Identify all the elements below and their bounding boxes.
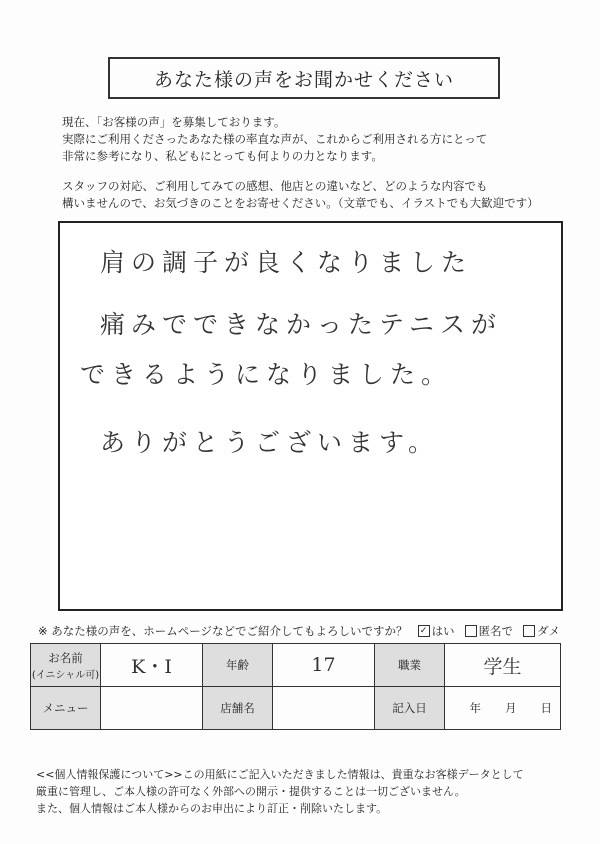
consent-option-no[interactable]: ダメ (523, 623, 560, 639)
menu-field[interactable] (101, 687, 203, 730)
checkbox-icon[interactable] (523, 625, 535, 637)
job-value: 学生 (483, 655, 522, 678)
intro-line: スタッフの対応、ご利用してみての感想、他店との違いなど、どのような内容でも (62, 179, 488, 193)
intro-text (62, 114, 582, 212)
handwritten-line: ありがとうございます。 (100, 428, 440, 457)
date-year-label: 年 (469, 701, 481, 715)
store-label: 店舗名 (203, 687, 273, 730)
consent-option-anonymous[interactable]: 匿名で (465, 623, 514, 639)
handwritten-line: 肩の調子が良くなりました (100, 248, 473, 277)
age-field[interactable] (273, 644, 375, 687)
age-value: 17 (311, 654, 336, 676)
form-title-box (108, 57, 500, 99)
job-field[interactable] (445, 644, 561, 687)
comment-box[interactable] (58, 221, 563, 611)
name-label: お名前 (48, 650, 83, 665)
privacy-line: また、個人情報はご本人様からのお申出により訂正・削除いたします。 (36, 802, 388, 815)
name-label-cell (31, 644, 101, 687)
privacy-line: 厳重に管理し、ご本人様の許可なく外部への開示・提供することは一切ございません。 (36, 785, 466, 798)
info-table (30, 643, 561, 730)
checkbox-checked-icon[interactable]: ✓ (418, 625, 430, 637)
intro-line: 非常に参考になり、私どもにとっても何よりの力となります。 (62, 149, 383, 163)
intro-line: 実際にご利用くださったあなた様の率直な声が、これからご利用される方にとって (62, 132, 488, 146)
name-value: K・I (131, 655, 172, 678)
privacy-notice (36, 766, 576, 817)
consent-question: ※ あなた様の声を、ホームページなどでご紹介してもよろしいですか？ (38, 624, 408, 638)
store-field[interactable] (273, 687, 375, 730)
name-field[interactable] (101, 644, 203, 687)
form-title: あなた様の声をお聞かせください (153, 68, 454, 91)
name-sublabel: (イニシャル可) (31, 669, 100, 681)
checkbox-icon[interactable] (465, 625, 477, 637)
date-label: 記入日 (375, 687, 445, 730)
job-label: 職業 (375, 644, 445, 687)
intro-line: 構いませんので、お気づきのことをお寄せください。（文章でも、イラストでも大歓迎です） (62, 196, 539, 210)
date-field[interactable] (445, 687, 561, 730)
handwritten-line: 痛みでできなかったテニスが (100, 310, 503, 339)
date-day-label: 日 (540, 701, 552, 715)
consent-option-yes[interactable]: ✓ はい (418, 623, 455, 639)
intro-line: 現在、「お客様の声」を募集しております。 (62, 115, 286, 129)
date-month-label: 月 (505, 701, 517, 715)
privacy-line: <<個人情報保護について>>この用紙にご記入いただきました情報は、貴重なお客様データとして (36, 768, 524, 781)
consent-row (38, 623, 560, 639)
table-row (31, 644, 561, 687)
table-row (31, 687, 561, 730)
menu-label: メニュー (31, 687, 101, 730)
handwritten-line: できるようになりました。 (80, 360, 453, 389)
age-label: 年齢 (203, 644, 273, 687)
